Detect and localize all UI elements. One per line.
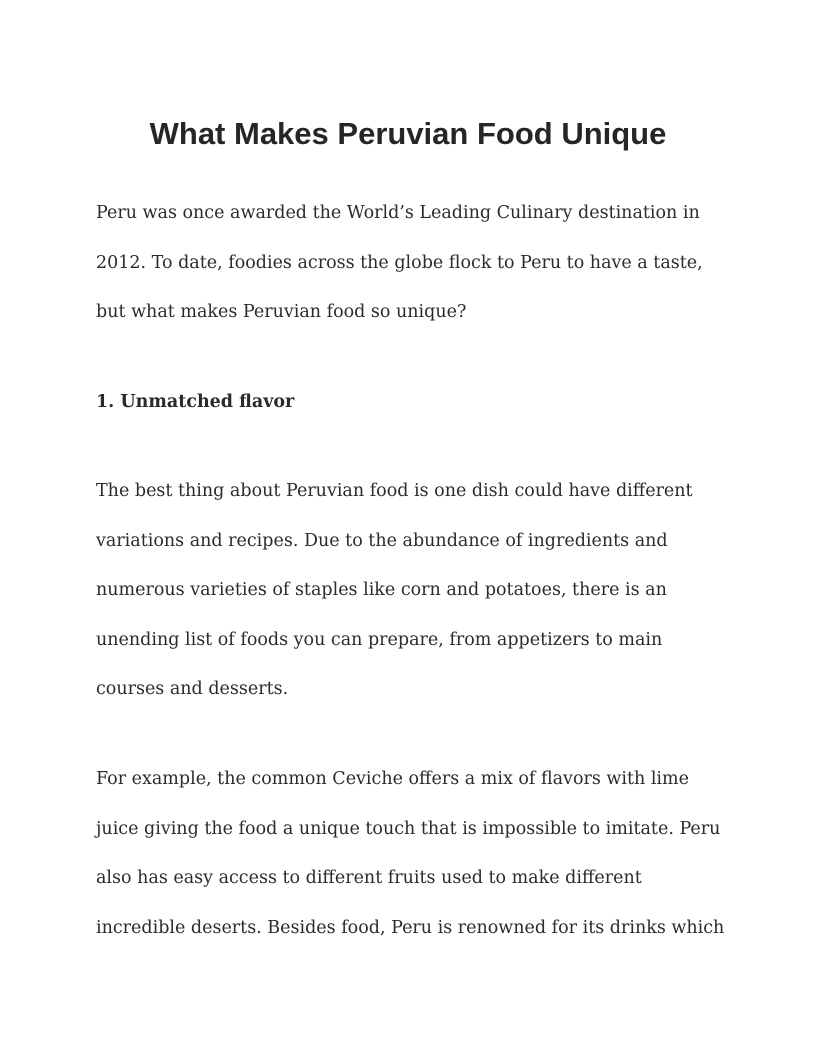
paragraph-line: 2012. To date, foodies across the globe flock to Peru to have a taste, xyxy=(96,252,703,273)
body-paragraph xyxy=(96,755,736,953)
paragraph-line: unending list of foods you can prepare, from appetizers to main xyxy=(96,629,663,650)
paragraph-line: courses and desserts. xyxy=(96,679,289,699)
page-title: What Makes Peruvian Food Unique xyxy=(149,116,667,151)
paragraph-line: Peru was once awarded the World’s Leading Culinary destination in xyxy=(96,203,700,223)
paragraph-line: numerous varieties of staples like corn and potatoes, there is an xyxy=(96,580,667,600)
section-heading: 1. Unmatched flavor xyxy=(96,392,295,412)
paragraph-line: incredible deserts. Besides food, Peru is renowned for its drinks which xyxy=(96,917,725,938)
intro-paragraph xyxy=(96,189,736,338)
body-paragraph xyxy=(96,467,736,715)
paragraph-line: The best thing about Peruvian food is one dish could have different xyxy=(96,481,693,501)
paragraph-line: For example, the common Ceviche offers a mix of flavors with lime xyxy=(96,769,689,789)
paragraph-line: also has easy access to different fruits used to make different xyxy=(96,868,642,888)
paragraph-line: but what makes Peruvian food so unique? xyxy=(96,302,467,322)
paragraph-line: juice giving the food a unique touch that is impossible to imitate. Peru xyxy=(96,818,721,839)
paragraph-line: variations and recipes. Due to the abundance of ingredients and xyxy=(96,530,668,551)
